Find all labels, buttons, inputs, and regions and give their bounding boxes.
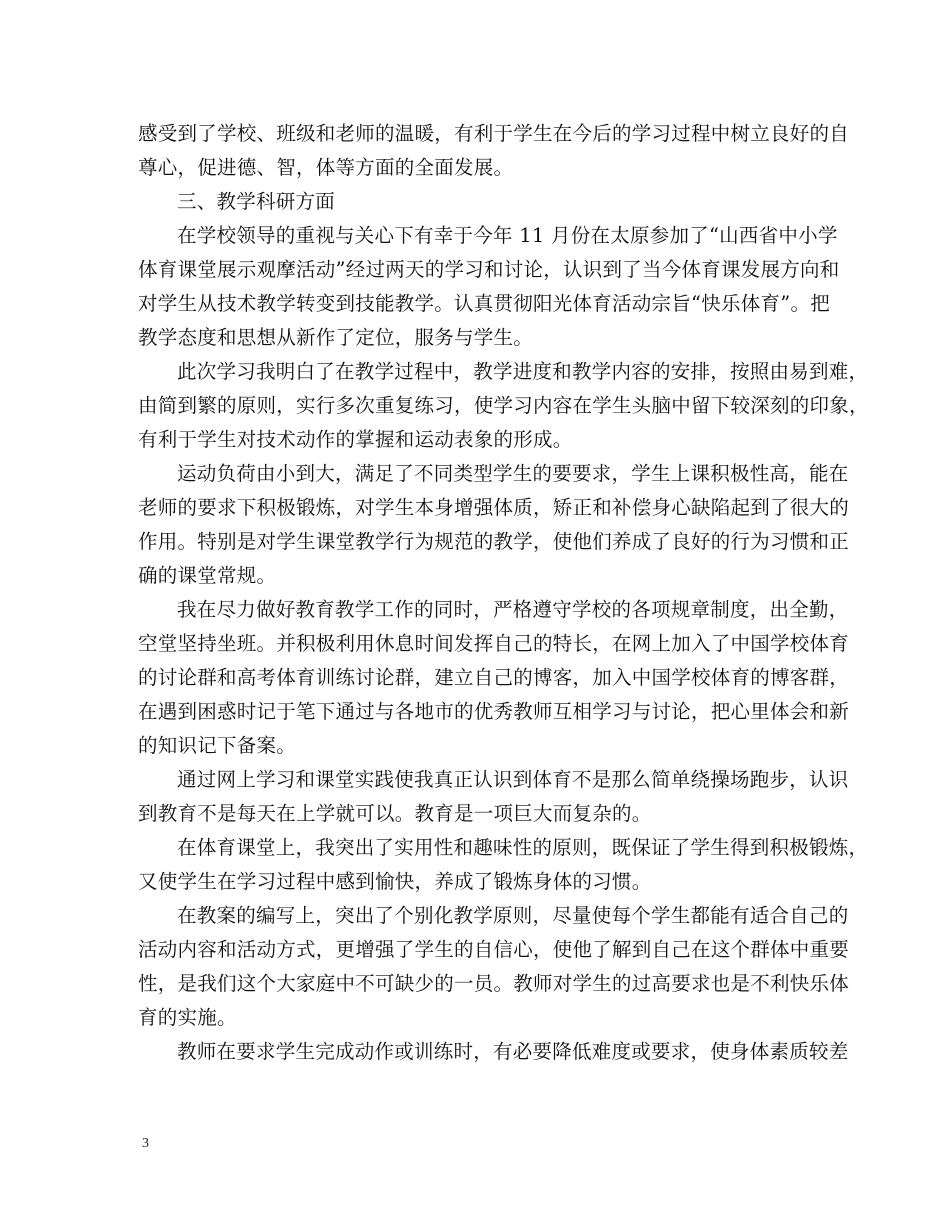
text-line: 体育课堂展示观摩活动”经过两天的学习和讨论，认识到了当今体育课发展方向和 bbox=[138, 258, 840, 281]
text-line: 在学校领导的重视与关心下有幸于今年 11 月份在太原参加了“山西省中小学 bbox=[177, 224, 838, 247]
text-line: 有利于学生对技术动作的掌握和运动表象的形成。 bbox=[138, 428, 573, 451]
page-number: 3 bbox=[142, 1136, 149, 1151]
text-line: 作用。特别是对学生课堂教学行为规范的教学，使他们养成了良好的行为习惯和正 bbox=[138, 530, 850, 553]
text-line: 的知识记下备案。 bbox=[138, 734, 297, 757]
text-line: 在体育课堂上，我突出了实用性和趣味性的原则，既保证了学生得到积极锻炼， bbox=[177, 836, 869, 859]
text-line: 老师的要求下积极锻炼，对学生本身增强体质，矫正和补偿身心缺陷起到了很大的 bbox=[138, 496, 850, 519]
text-line: 由简到繁的原则，实行多次重复练习，使学习内容在学生头脑中留下较深刻的印象， bbox=[138, 394, 869, 417]
text-line: 确的课堂常规。 bbox=[138, 564, 277, 587]
text-line: 活动内容和活动方式，更增强了学生的自信心，使他了解到自己在这个群体中重要 bbox=[138, 938, 850, 961]
text-line: 三、教学科研方面 bbox=[177, 190, 336, 213]
text-line: 感受到了学校、班级和老师的温暖，有利于学生在今后的学习过程中树立良好的自 bbox=[138, 122, 850, 145]
text-line: 尊心，促进德、智，体等方面的全面发展。 bbox=[138, 156, 514, 179]
text-line: 通过网上学习和课堂实践使我真正认识到体育不是那么简单绕操场跑步，认识 bbox=[177, 768, 849, 791]
text-line: 又使学生在学习过程中感到愉快，养成了锻炼身体的习惯。 bbox=[138, 870, 652, 893]
text-line: 对学生从技术教学转变到技能教学。认真贯彻阳光体育活动宗旨“快乐体育”。把 bbox=[138, 292, 830, 315]
text-line: 的讨论群和高考体育训练讨论群，建立自己的博客，加入中国学校体育的博客群， bbox=[138, 666, 850, 689]
text-line: 在遇到困惑时记于笔下通过与各地市的优秀教师互相学习与讨论，把心里体会和新 bbox=[138, 700, 850, 723]
text-line: 此次学习我明白了在教学过程中，教学进度和教学内容的安排，按照由易到难， bbox=[177, 360, 869, 383]
text-line: 教师在要求学生完成动作或训练时，有必要降低难度或要求，使身体素质较差 bbox=[177, 1040, 849, 1063]
text-line: 教学态度和思想从新作了定位，服务与学生。 bbox=[138, 326, 534, 349]
text-line: 性，是我们这个大家庭中不可缺少的一员。教师对学生的过高要求也是不利快乐体 bbox=[138, 972, 850, 995]
text-line: 到教育不是每天在上学就可以。教育是一项巨大而复杂的。 bbox=[138, 802, 652, 825]
text-line: 运动负荷由小到大，满足了不同类型学生的要要求，学生上课积极性高，能在 bbox=[177, 462, 849, 485]
text-line: 空堂坚持坐班。并积极利用休息时间发挥自己的特长，在网上加入了中国学校体育 bbox=[138, 632, 850, 655]
text-line: 在教案的编写上，突出了个别化教学原则，尽量使每个学生都能有适合自己的 bbox=[177, 904, 849, 927]
text-line: 我在尽力做好教育教学工作的同时，严格遵守学校的各项规章制度，出全勤， bbox=[177, 598, 849, 621]
text-line: 育的实施。 bbox=[138, 1006, 237, 1029]
